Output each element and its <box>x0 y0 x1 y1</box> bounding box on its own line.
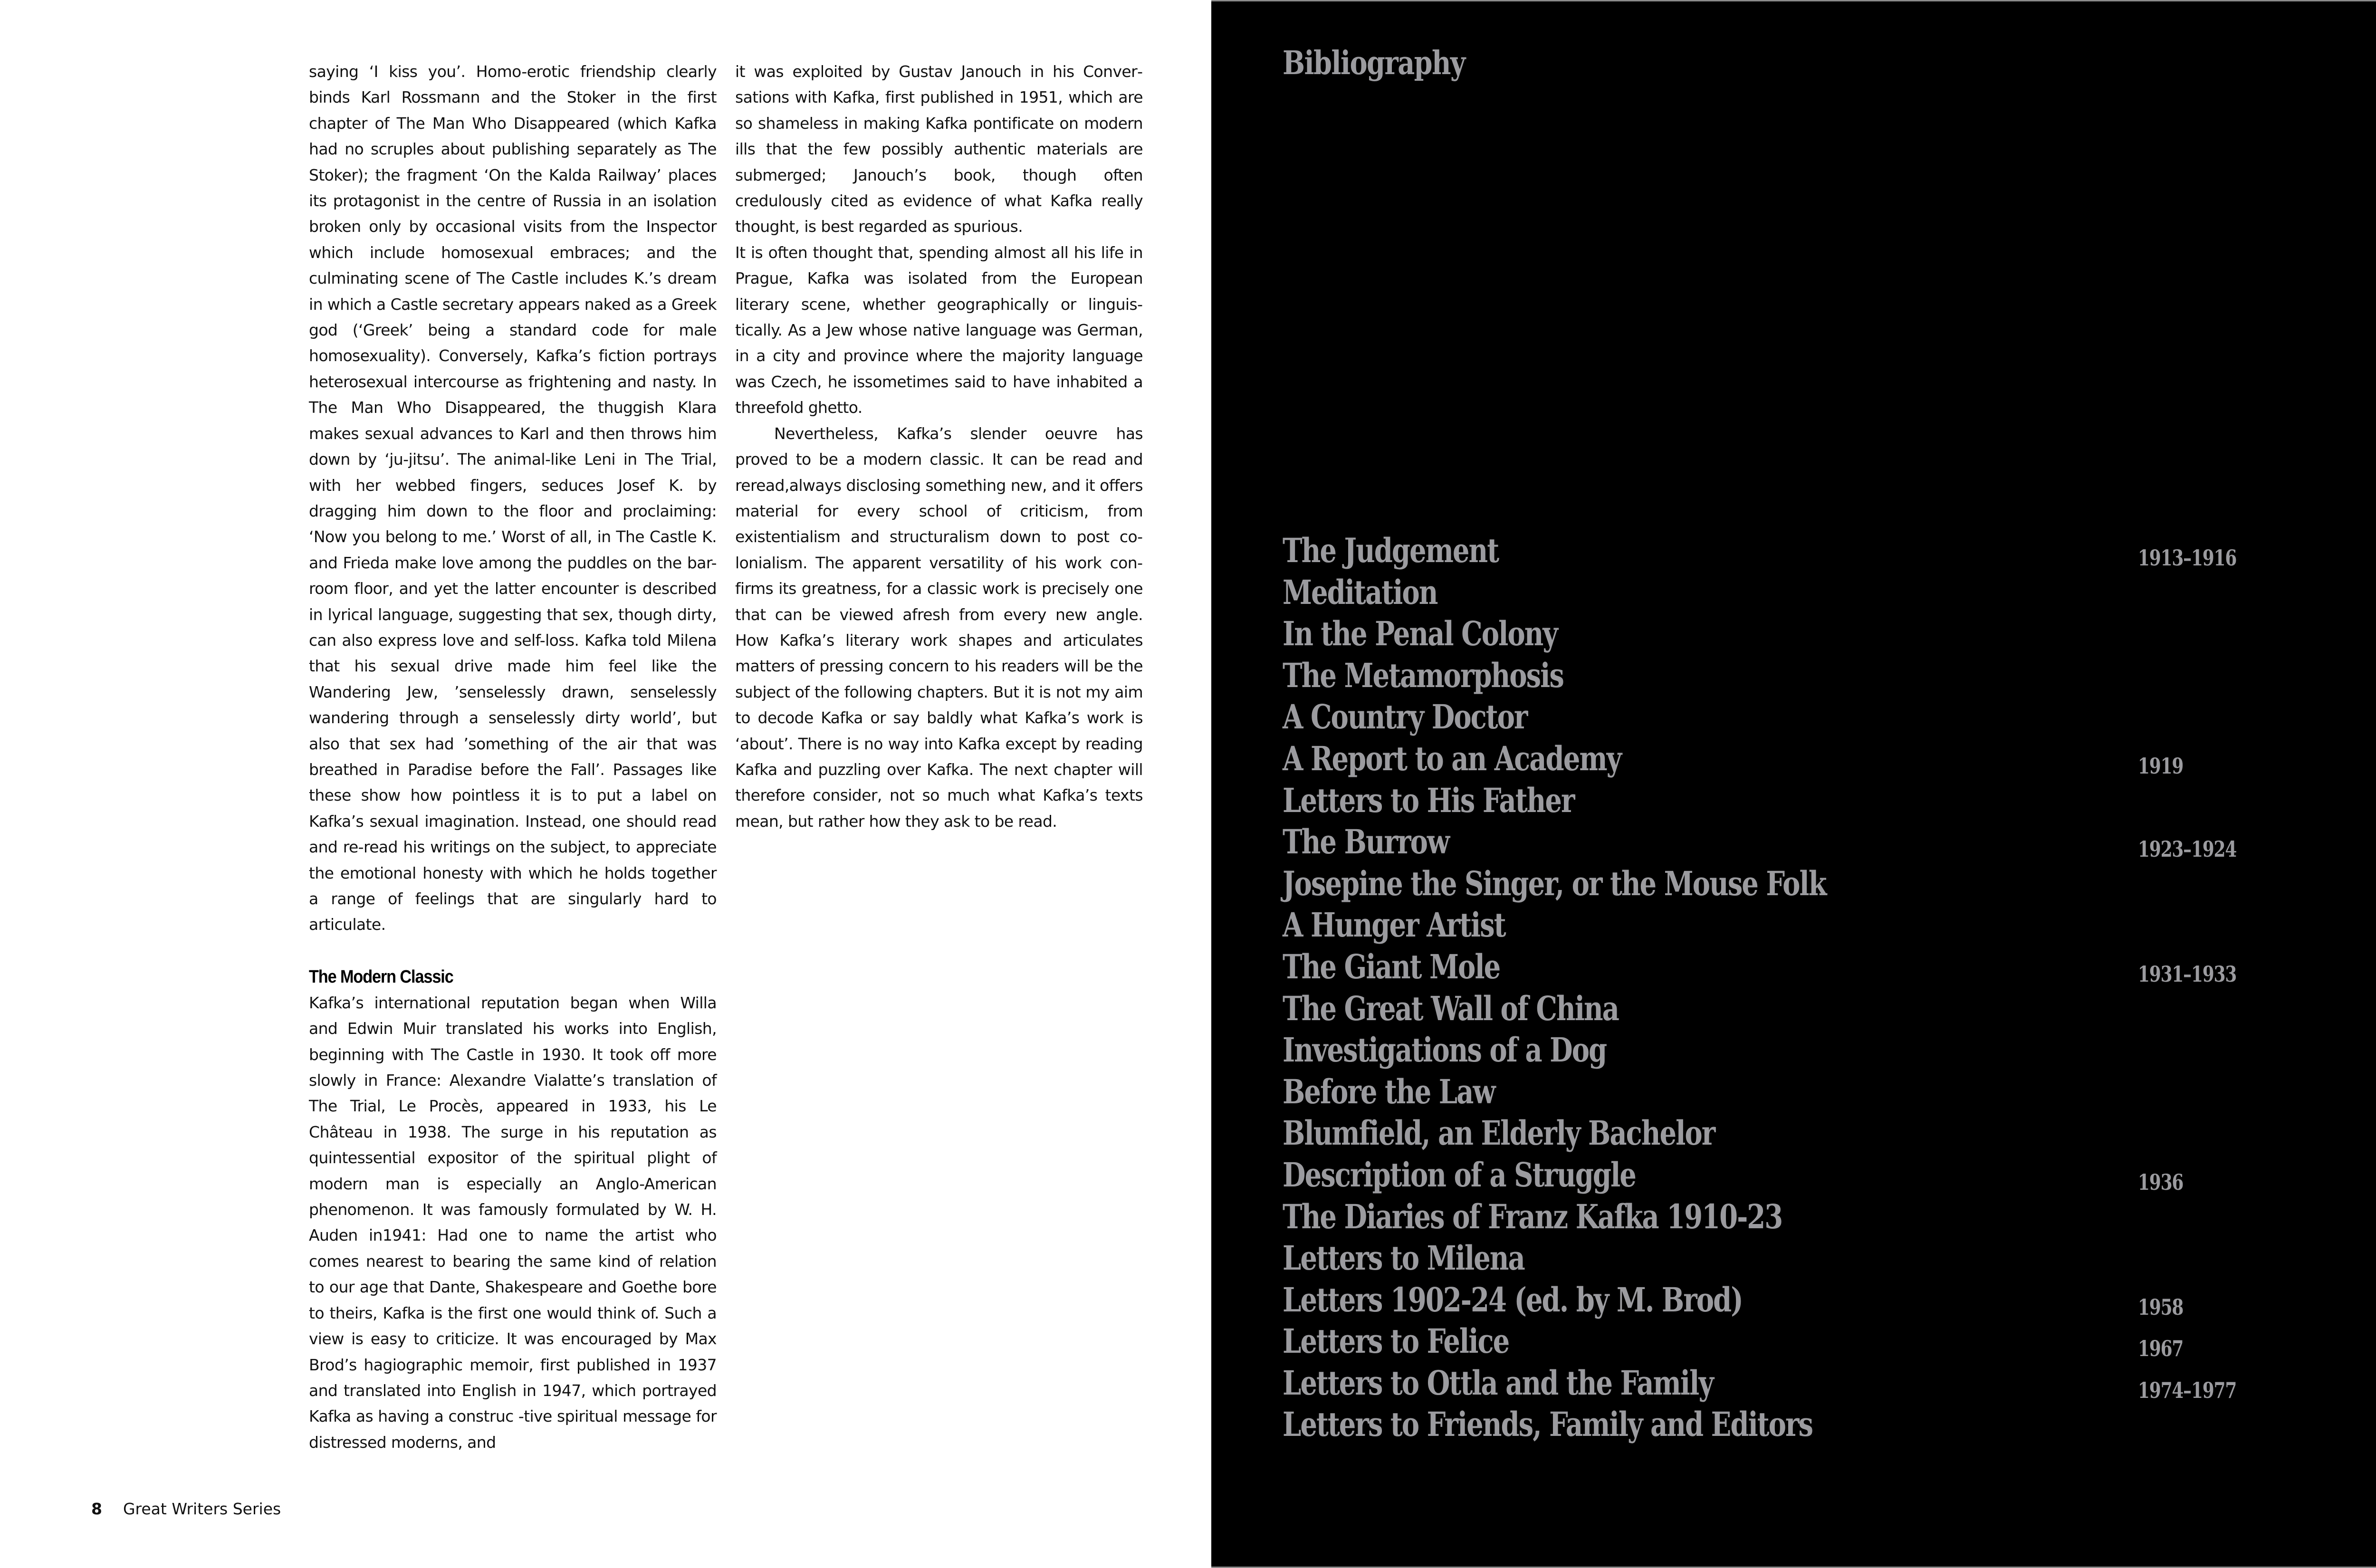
entry-title: Josepine the Singer, or the Mouse Folk <box>1283 863 1826 903</box>
entry-title: Letters to Felice <box>1283 1321 1509 1361</box>
entry-title: The Diaries of Franz Kafka 1910-23 <box>1283 1196 1782 1236</box>
entry-title: Letters to Friends, Family and Editors <box>1283 1405 1813 1444</box>
entry-title: Letters to His Father <box>1283 780 1574 820</box>
entry-title: Meditation <box>1283 572 1437 612</box>
bibliography-entry <box>1283 863 2376 905</box>
right-page <box>1211 0 2376 1568</box>
bibliography-entry <box>1283 946 2376 988</box>
bibliography-entry <box>1283 1154 2376 1196</box>
entry-title: A Report to an Academy <box>1283 738 1621 778</box>
entry-years: 1936 <box>2138 1169 2184 1195</box>
page-footer <box>91 1500 281 1518</box>
bibliography-title: Bibliography <box>1283 44 1465 82</box>
bibliography-entry <box>1283 1029 2376 1071</box>
entry-title: The Metamorphosis <box>1283 655 1563 695</box>
bibliography-entry <box>1283 1071 2376 1113</box>
body-paragraph: Kafka’s international reputation began when Willa and Edwin Muir translated his works into English, beginning with The Castle in 1930. It took off more slowly in France: Alexandre Vialatte’s translation of The Trial, Le Procès, appeared in 1933, his Le Château in 1938. The surge in his reputation as quintessential expositor of the spiritual plight of modern man is especially an Anglo-American phenomenon. It was famously formulated by W. H. Auden in1941: Had one to name the artist who comes nearest to bearing the same kind of relation to our age that Dante, Shakespeare and Goethe bore to theirs, Kafka is the first one would think of. Such a view is easy to criticize. It was encouraged by Max Brod’s hagiographic memoir, first published in 1937 and translated into English in 1947, which portrayed Kafka as having a construc -tive spiritual message for distressed moderns, and <box>309 993 717 1452</box>
bibliography-list <box>1283 530 2376 1445</box>
entry-title: The Giant Mole <box>1283 947 1500 986</box>
entry-title: In the Penal Colony <box>1283 614 1557 654</box>
bibliography-entry <box>1283 988 2376 1030</box>
body-paragraph: it was exploited by Gustav Janouch in his Conversations with Kafka, first published in 1951, which are so shameless in making Kafka pontificate on modern ills that the few possibly authentic materials are submerged; Janouch’s book, though often credulously cited as evidence of what Kafka really thought, is best regarded as spurious. <box>735 62 1143 236</box>
entry-title: Description of a Struggle <box>1283 1155 1636 1195</box>
body-paragraph: It is often thought that, spending almost all his life in Prague, Kafka was isolated from the European literary scene, whether geographically or linguistically. As a Jew whose native language was German, in a city and province where the majority language was Czech, he issometimes said to have inhabited a threefold ghetto. <box>735 243 1143 417</box>
bibliography-entry <box>1283 696 2376 738</box>
bibliography-entry <box>1283 572 2376 613</box>
entry-title: A Hunger Artist <box>1283 905 1505 945</box>
bibliography-entry <box>1283 821 2376 863</box>
entry-title: Blumfield, an Elderly Bachelor <box>1283 1113 1715 1153</box>
bibliography-entry <box>1283 613 2376 655</box>
bibliography-entry <box>1283 780 2376 822</box>
bibliography-entry <box>1283 1196 2376 1238</box>
bibliography-entry <box>1283 655 2376 697</box>
entry-title: A Country Doctor <box>1283 697 1527 737</box>
entry-title: Before the Law <box>1283 1071 1495 1111</box>
entry-title: The Great Wall of China <box>1283 988 1619 1028</box>
text-column-2 <box>735 59 1143 834</box>
entry-title: The Burrow <box>1283 822 1449 862</box>
bibliography-entry <box>1283 1362 2376 1404</box>
bibliography-entry <box>1283 1404 2376 1445</box>
entry-title: Letters to Milena <box>1283 1238 1524 1278</box>
body-paragraph: saying ‘I kiss you’. Homo-erotic friendship clearly binds Karl Rossmann and the Stoker in the first chapter of The Man Who Disappeared (which Kafka had no scruples about publishing separately as The Stoker); the fragment ‘On the Kalda Railway’ places its protagonist in the centre of Russia in an isolation broken only by occasional visits from the Inspector which include homosexual embraces; and the culminating scene of The Castle includes K.’s dream in which a Castle secretary appears naked as a Greek god (‘Greek’ being a standard code for male homosexuality). Conversely, Kafka’s fiction portrays heterosexual intercourse as frightening and nasty. In The Man Who Disappeared, the thuggish Klara makes sexual advances to Karl and then throws him down by ‘ju-jitsu’. The animal-like Leni in The Trial, with her webbed fingers, seduces Josef K. by dragging him down to the floor and proclaiming: ‘Now you belong to me.’ Worst of all, in The Castle K. and Frieda make love among the puddles on the bar-room floor, and yet the latter encounter is described in lyrical language, suggesting that sex, though dirty, can also express love and self-loss. Kafka told Milena that his sexual drive made him feel like the Wandering Jew, ’senselessly drawn, senselessly wandering through a senselessly dirty world’, but also that sex had ’something of the air that was breathed in Paradise before the Fall’. Passages like these show how pointless it is to put a label on Kafka’s sexual imagination. Instead, one should read and re-read his writings on the subject, to appreciate the emotional honesty with which he holds together a range of feelings that are singularly hard to articulate. <box>309 62 717 934</box>
series-title: Great Writers Series <box>123 1500 281 1518</box>
bibliography-entry <box>1283 738 2376 780</box>
entry-years: 1974–1977 <box>2138 1377 2237 1403</box>
bibliography-entry <box>1283 904 2376 946</box>
bibliography-entry <box>1283 1320 2376 1362</box>
text-column-1 <box>309 59 717 1455</box>
page-number: 8 <box>91 1500 102 1518</box>
entry-title: The Judgement <box>1283 531 1499 570</box>
body-paragraph: Nevertheless, Kafka’s slender oeuvre has proved to be a modern classic. It can be read and reread,always disclosing something new, and it offers material for every school of criticism, from existentialism and structuralism down to post colonialism. The apparent versatility of his work confirms its greatness, for a classic work is precisely one that can be viewed afresh from every new angle. How Kafka’s literary work shapes and articulates matters of pressing concern to his readers will be the subject of the following chapters. But it is not my aim to decode Kafka or say baldly what Kafka’s work is ‘about’. There is no way into Kafka except by reading Kafka and puzzling over Kafka. The next chapter will therefore consider, not so much what Kafka’s texts mean, but rather how they ask to be read. <box>735 424 1143 831</box>
entry-years: 1958 <box>2138 1294 2184 1320</box>
bibliography-entry <box>1283 1279 2376 1321</box>
section-heading: The Modern Classic <box>309 966 453 987</box>
bibliography-entry <box>1283 1237 2376 1279</box>
entry-years: 1923–1924 <box>2138 836 2237 862</box>
bibliography-entry <box>1283 530 2376 572</box>
bibliography-entry <box>1283 1112 2376 1154</box>
entry-title: Letters to Ottla and the Family <box>1283 1363 1713 1403</box>
entry-title: Letters 1902-24 (ed. by M. Brod) <box>1283 1280 1743 1319</box>
entry-years: 1913–1916 <box>2138 545 2237 571</box>
entry-years: 1919 <box>2138 753 2184 779</box>
entry-title: Investigations of a Dog <box>1283 1030 1607 1070</box>
entry-years: 1931–1933 <box>2138 961 2237 987</box>
entry-years: 1967 <box>2138 1336 2184 1362</box>
